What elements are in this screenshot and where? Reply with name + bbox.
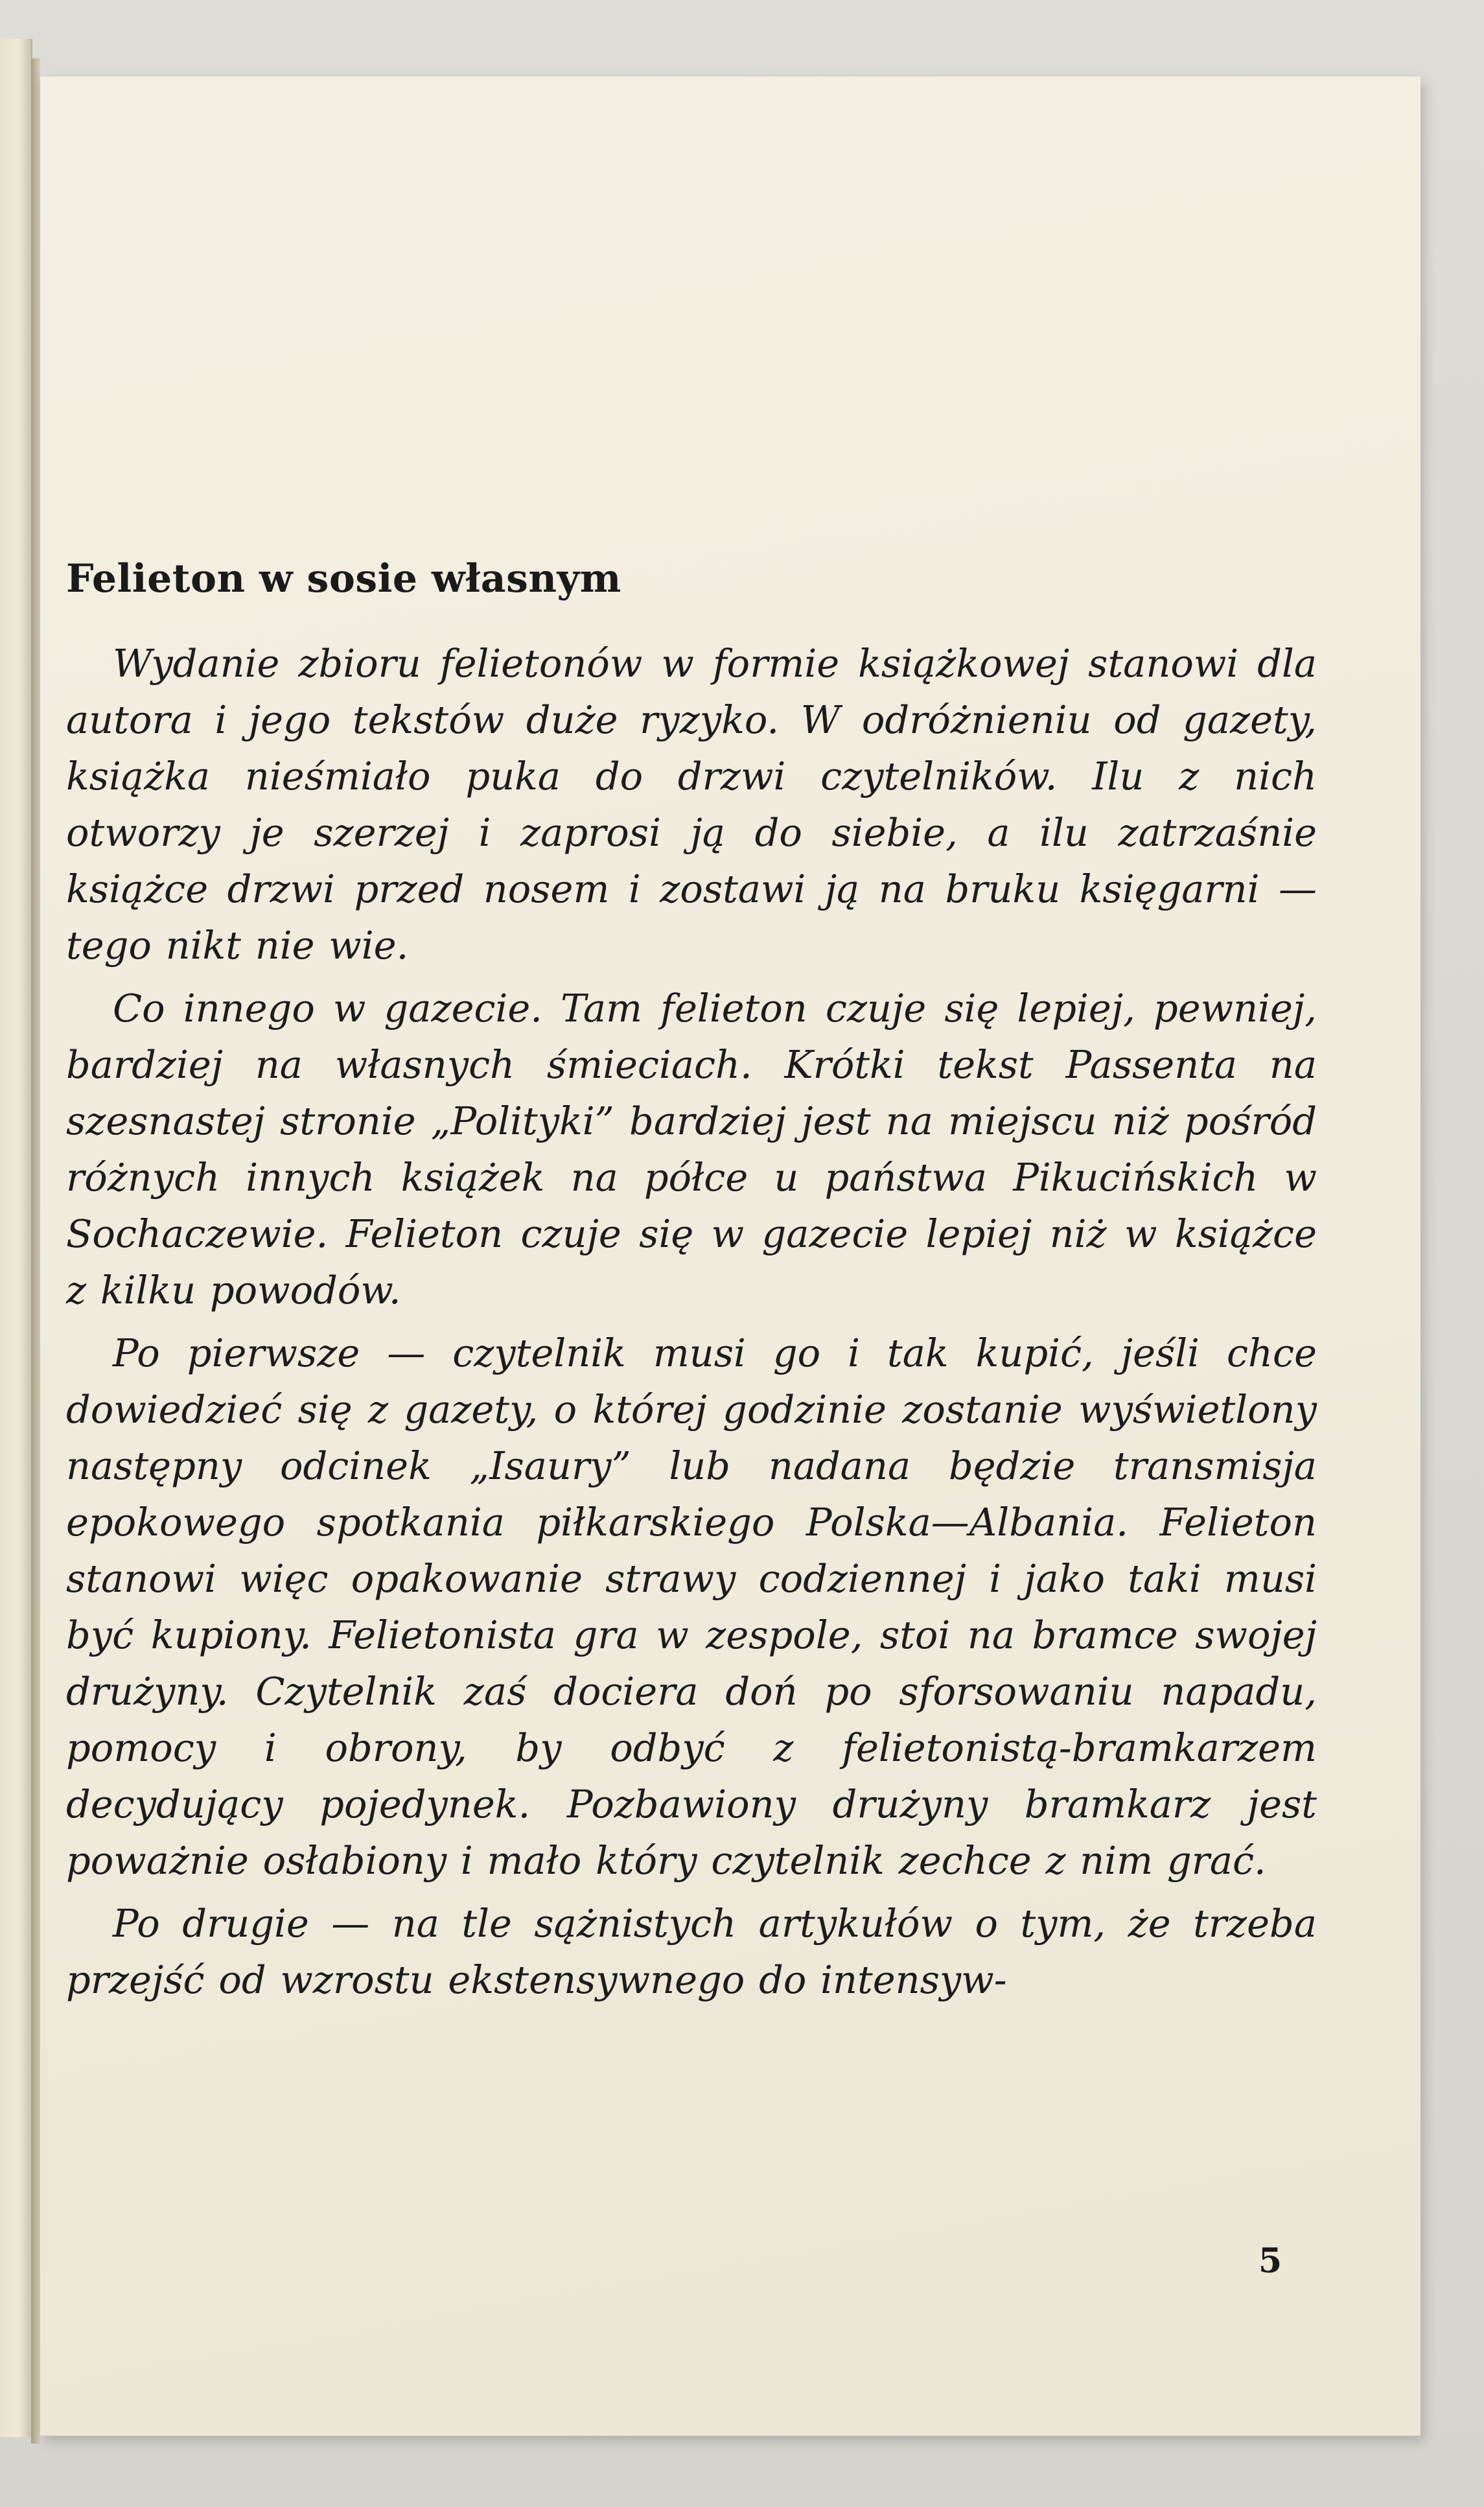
page-number: 5 — [1258, 2241, 1282, 2281]
paragraph-1: Wydanie zbioru felietonów w formie książkowej stanowi dla autora i jego tekstów duże ryzyko. W odróżnieniu od gazety, książka nieśmiało puka do drzwi czytelników. Ilu z nich otworzy je szerzej i zaprosi ją do siebie, a ilu zatrzaśnie książce drzwi przed nosem i zostawi ją na bruku księgarni — tego nikt nie wie. — [66, 641, 1317, 968]
paragraph-3: Po pierwsze — czytelnik musi go i tak kupić, jeśli chce dowiedzieć się z gazety, o której godzinie zostanie wyświetlony następny odcinek „Isaury” lub nadana będzie transmisja epokowego spotkania piłkarskiego Polska—Albania. Felieton stanowi więc opakowanie strawy codziennej i jako taki musi być kupiony. Felietonista gra w zespole, stoi na bramce swojej drużyny. Czytelnik zaś dociera doń po sforsowaniu napadu, pomocy i obrony, by odbyć z felietonistą-bramkarzem decydujący pojedynek. Pozbawiony drużyny bramkarz jest poważnie osłabiony i mało który czytelnik zechce z nim grać. — [66, 1331, 1317, 1883]
chapter-heading: Felieton w sosie własnym — [66, 556, 621, 601]
paragraph-2: Co innego w gazecie. Tam felieton czuje się lepiej, pewniej, bardziej na własnych śmieciach. Krótki tekst Passenta na szesnastej stronie „Polityki” bardziej jest na miejscu niż pośród różnych innych książek na półce u państwa Pikucińskich w Sochaczewie. Felieton czuje się w gazecie lepiej niż w książce z kilku powodów. — [66, 986, 1317, 1312]
book-gutter — [31, 58, 40, 2443]
page-content — [66, 556, 1317, 2014]
book-page — [40, 76, 1420, 2436]
facing-page-edge — [0, 39, 32, 2437]
paragraph-4: Po drugie — na tle sążnistych artykułów o tym, że trzeba przejść od wzrostu ekstensywnego do intensyw- — [66, 1901, 1317, 2002]
